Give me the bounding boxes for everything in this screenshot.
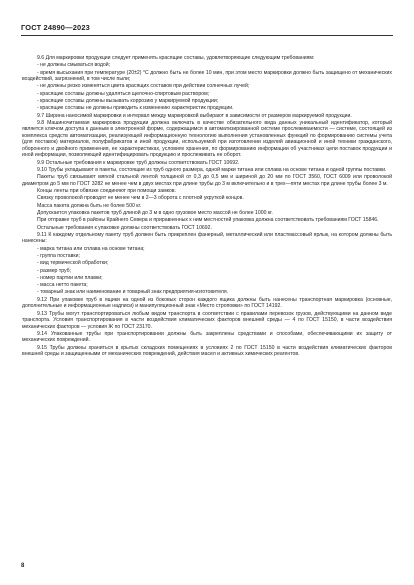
list-item: - масса нетто пакета; bbox=[37, 282, 88, 289]
paragraph: Допускается упаковка пакетов труб длиной до 3 м в одно грузовое место массой не более 1000 кг. bbox=[37, 209, 273, 216]
paragraph: 9.7 Ширина наносимой маркировки и интервал между маркировкой выбирают в зависимости от размеров маркируемой продукции. bbox=[37, 112, 352, 119]
paragraph: 9.15 Трубы должны храниться в крытых складских помещениях в условиях 2 по ГОСТ 15150 в части воздействия климатических факторов внешней среды и защищенными от механических повреждений, действия масел и активных химических реагентов. bbox=[22, 344, 392, 358]
paragraph: 9.10 Трубы укладывают в пакеты, состоящие из труб одного размера, одной марки титана или сплава на основе титана и одной группы поставки. bbox=[37, 166, 387, 173]
document-code: ГОСТ 24890—2023 bbox=[21, 23, 90, 32]
document-body bbox=[22, 55, 392, 358]
list-item: - номер партии или плавки; bbox=[37, 274, 103, 281]
list-item: - размер труб; bbox=[37, 267, 71, 274]
list-item: - время высыхания при температуре (20±2) °С должно быть не более 10 мин, при этом место маркировки должно быть защищено от механических воздействий, загрязнений, в том числе пыли; bbox=[22, 69, 392, 83]
paragraph: 9.6 Для маркировки продукции следует применять красящие составы, удовлетворяющие следующим требованиям: bbox=[37, 55, 315, 61]
list-item: - красящие составы должны вызывать коррозию у маркируемой продукции; bbox=[37, 97, 219, 104]
paragraph: Пакеты труб связывают мягкой стальной лентой толщиной от 0,3 до 0,5 мм и шириной до 20 мм по ГОСТ 3560, ГОСТ 6009 или проволокой диаметром до 5 мм по ГОСТ 3282 не менее чем в двух местах при длине трубы до 3 м включительно и в трех—пяти местах при длине трубы более 3 м. bbox=[22, 174, 392, 187]
paragraph: Остальные требования к упаковке должны соответствовать ГОСТ 10692. bbox=[37, 224, 212, 231]
paragraph: 9.8 Машиночитаемая маркировка продукции должна включать в качестве обязательного вида данных уникальный идентификатор, который является ключом доступа к данным в электронной форме, содержащимся в автоматизированной системе прослеживаемости — системе, состоящей из комплекса средств автоматизации, реализующей информационную технологию выполнения установленных функций по формированию системы учета (для поставок) материалов, полуфабрикатов и иной продукции, используемой при изготовлении изделий авиационной и иной техники гражданского, оборонного и двойного применения, ее характеристиках, условиях хранения, по формированию информации об участниках цепи поставок продукции и иной информации, позволяющей идентифицировать продукцию и прослеживать ее оборот. bbox=[22, 119, 392, 159]
list-item: - вид термической обработки; bbox=[37, 260, 109, 267]
paragraph: 9.9 Остальные требования к маркировке труб должны соответствовать ГОСТ 10692. bbox=[37, 159, 240, 166]
paragraph: При отправке труб в районы Крайнего Севера и приравненных к ним местностей упаковка должна соответствовать требованиям ГОСТ 15846. bbox=[37, 217, 379, 224]
list-item: - марка титана или сплава на основе титана; bbox=[37, 245, 145, 252]
list-item: - товарный знак или наименование и товарный знак предприятия-изготовителя. bbox=[37, 289, 229, 296]
list-item: - не должны резко изменяться цвета красящих составов при действии солнечных лучей; bbox=[37, 83, 250, 90]
paragraph: 9.12 При упаковке труб в ящики на одной из боковых сторон каждого ящика должны быть нанесены транспортная маркировка (основные, дополнительные и информационные надписи) и манипуляционный знак «Место строповки» по ГОСТ 14192. bbox=[22, 296, 392, 310]
paragraph: Концы ленты при обвязке соединяют при помощи замков. bbox=[37, 188, 176, 195]
paragraph: Масса пакета должна быть не более 500 кг. bbox=[37, 202, 142, 209]
paragraph: 9.11 К каждому отдельному пакету труб должен быть прикреплен фанерный, металлический или пластмассовый ярлык, на котором должны быть нанесены: bbox=[22, 231, 392, 245]
page-number: 8 bbox=[21, 563, 25, 569]
list-item: - красящие составы не должны приводить к изменению характеристик продукции. bbox=[37, 105, 234, 112]
page-header bbox=[21, 21, 393, 36]
list-item: - красящие составы должны удаляться щелочно-спиртовым раствором; bbox=[37, 90, 210, 97]
paragraph: Связку проволокой проводят не менее чем в 2—3 оборота с плотной укруткой концов. bbox=[37, 195, 244, 202]
paragraph: 9.14 Упакованные трубы при транспортировании должны быть закреплены средствами и способами, обеспечивающими их защиту от механических повреждений. bbox=[22, 330, 392, 344]
list-item: - не должны смываться водой; bbox=[37, 62, 111, 69]
paragraph: 9.13 Трубы могут транспортироваться любым видом транспорта в соответствии с правилами перевозок грузов, действующими на данном виде транспорта. Условия транспортирования в части воздействия климатических факторов внешней среды — 4 по ГОСТ 15150, в части воздействия механических факторов — условия Ж по ГОСТ 23170. bbox=[22, 310, 392, 330]
list-item: - группа поставки; bbox=[37, 252, 80, 259]
